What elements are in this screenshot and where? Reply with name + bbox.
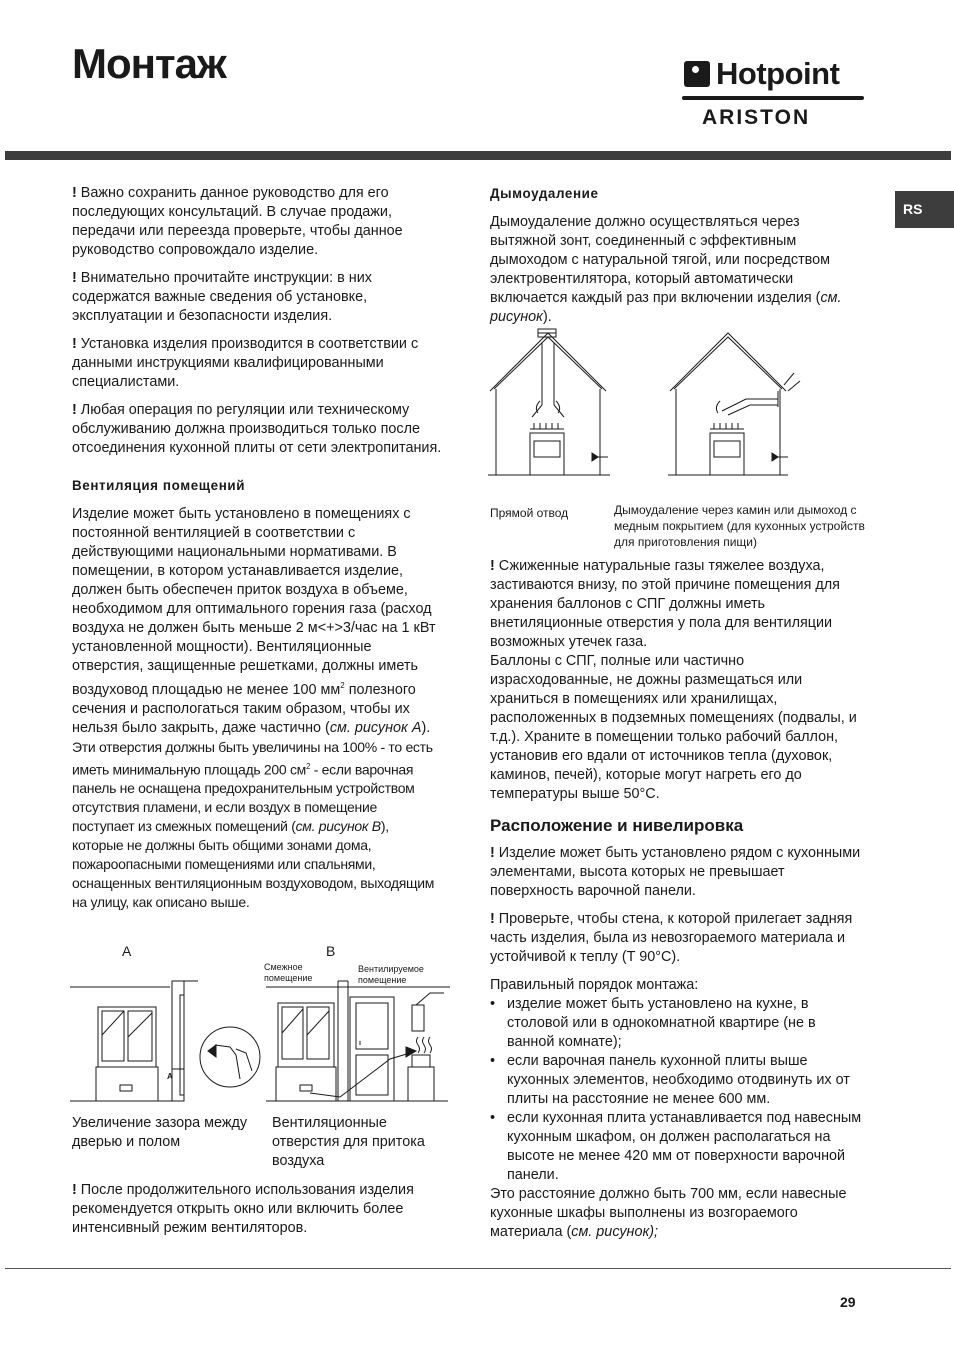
footer-rule bbox=[5, 1268, 951, 1269]
list-item: • если кухонная плита устанавливается под навесным кухонным шкафом, он должен располагаться на высоте не менее 420 мм от поверхности варочной панели. bbox=[490, 1109, 862, 1185]
warning-ventilation-use: ! После продолжительного использования изделия рекомендуется открыть окно или включить более интенсивный режим вентиляторов. bbox=[72, 1182, 414, 1236]
placement-warning-1: ! Изделие может быть установлено рядом с кухонными элементами, высота которых не превышает поверхность варочной панели. bbox=[490, 845, 861, 899]
page-title: Монтаж bbox=[72, 40, 226, 87]
page-number: 29 bbox=[840, 1294, 856, 1310]
figure-caption-a: Увеличение зазора между дверью и полом bbox=[72, 1115, 248, 1150]
list-item: • изделие может быть установлено на кухне, в столовой или в однокомнатной квартире (не в ванной комнате); bbox=[490, 995, 862, 1052]
small-a-label: A bbox=[167, 1072, 173, 1081]
figure-label-b: B bbox=[326, 943, 336, 959]
smoke-figure bbox=[488, 325, 808, 485]
warning-4: ! Любая операция по регуляции или техническому обслуживанию должна производиться только после отсоединения кухонной плиты от сети электропитания. bbox=[72, 402, 442, 456]
smoke-text: Дымоудаление должно осуществляться через вытяжной зонт, соединенный с эффективным дымоходом с натуральной тягой, или посредством электровентилятора, который автоматически включается каждый раз при включении изделия (см. рисунок). bbox=[490, 214, 842, 325]
ventilation-figure bbox=[70, 975, 450, 1110]
gas-section bbox=[490, 557, 862, 1242]
ventilation-paragraph-1: Изделие может быть установлено в помещениях с постоянной вентиляцией в соответствии с действующими национальными нормативами. В помещении, в котором устанавливается изделие, должен быть обеспечен приток воздуха в объеме, необходимом для оптимального горения газа (расход воздуха не должен быть меньше 2 м<+>3/час на 1 кВт установленной мощности). Вентиляционные отверстия, защищенные решетками, должны иметь воздуховод площадью не менее 100 $мм^2$ полезного сечения и распологаться таким образом, чтобы их нельзя было закрыть, даже частично (см. рисунок A). bbox=[72, 506, 436, 736]
figure-label-a: A bbox=[122, 943, 132, 959]
adjacent-room-label: Смежное помещение bbox=[264, 962, 313, 983]
order-list bbox=[490, 995, 862, 1185]
gas-warning: ! Сжиженные натуральные газы тяжелее воздуха, застиваются внизу, по этой причине помещения для хранения баллонов с СПГ должны иметь внетиляционные отверстия у пола для вентиляции возможных утечек газа. bbox=[490, 558, 840, 650]
figure-caption-b: Вентиляционные отверстия для притока воздуха bbox=[272, 1115, 425, 1169]
brand-name: Hotpoint bbox=[716, 56, 840, 91]
placement-closing: Это расстояние должно быть 700 мм, если навесные кухонные шкафы выполнены из возгораемого материала (см. рисунок); bbox=[490, 1186, 847, 1240]
ventilation-heading: Вентиляция помещений bbox=[72, 478, 246, 493]
placement-warning-2: ! Проверьте, чтобы стена, к которой прилегает задняя часть изделия, была из невозгораемого материала и устойчивой к теплу (T 90°C). bbox=[490, 911, 853, 965]
smoke-heading: Дымоудаление bbox=[490, 186, 599, 201]
list-item: • если варочная панель кухонной плиты выше кухонных элементов, необходимо отодвинуть их от плиты на расстояние не менее 600 мм. bbox=[490, 1052, 862, 1109]
ventilation-paragraph-2: Эти отверстия должны быть увеличины на 100% - то есть иметь минимальную площадь 200 $см^2$ - если варочная панель не оснащена предохранительным устройством отсутствия пламени, и если воздух в помещение поступает из смежных помещений (см. рисунок B), которые не должны быть общими зонами дома, пожароопасными помещениями или спальнями, оснащенных вентиляционным воздуховодом, выходящим на улицу, как описано выше. bbox=[72, 738, 435, 911]
left-column bbox=[72, 184, 442, 912]
brand-sub: ARISTON bbox=[702, 106, 811, 129]
smoke-section bbox=[490, 184, 862, 327]
header-bar bbox=[5, 151, 951, 160]
ventilated-room-label: Вентилируемое помещение bbox=[358, 964, 424, 985]
language-tab: RS bbox=[895, 191, 954, 228]
warning-1: ! Важно сохранить данное руководство для его последующих консультаций. В случае продажи, передачи или переезда проверьте, чтобы данное руководство сопровождало изделие. bbox=[72, 185, 403, 258]
smoke-caption-direct: Прямой отвод bbox=[490, 506, 569, 520]
logo-mark-icon bbox=[684, 61, 710, 87]
order-intro: Правильный порядок монтажа: bbox=[490, 977, 699, 993]
placement-heading: Расположение и нивелировка bbox=[490, 816, 744, 835]
logo-divider bbox=[682, 96, 864, 100]
smoke-caption-chimney: Дымоудаление через камин или дымоход с медным покрытием (для кухонных устройств для приготовления пищи) bbox=[614, 503, 865, 549]
brand-logo bbox=[682, 56, 864, 136]
warning-2: ! Внимательно прочитайте инструкции: в них содержатся важные сведения об установке, эксплуатации и безопасности изделия. bbox=[72, 270, 372, 324]
gas-text: Баллоны с СПГ, полные или частично израсходованные, не дожны размещаться или храниться в помещениях или хранилищах, расположенных в подземных помещениях (подвалы, и т.д.). Храните в помещении только рабочий баллон, установив его вдали от источников тепла (духовок, каминов, печей), которые могут нагреть его до температуры выше 50°C. bbox=[490, 653, 857, 802]
warning-3: ! Установка изделия производится в соответствии с данными инструкциями квалифицированными специалистами. bbox=[72, 336, 419, 390]
